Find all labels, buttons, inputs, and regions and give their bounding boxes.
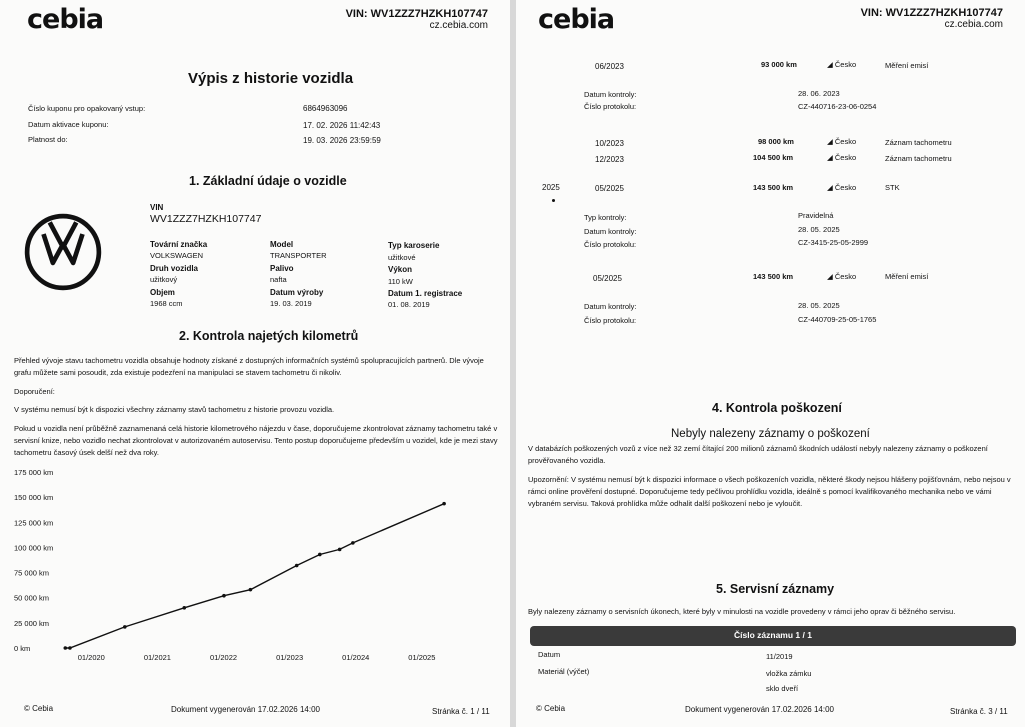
mileage-point	[123, 625, 127, 629]
volume-label: Objem	[150, 288, 175, 297]
power-value: 110 kW	[388, 277, 413, 286]
kind-label: Druh vozidla	[150, 264, 199, 273]
vin-header: VIN: WV1ZZZ7HZKH107747	[860, 7, 1003, 19]
record-country: ◢ Česko	[827, 153, 857, 162]
service-intro: Byly nalezeny záznamy o servisních úkonech, které byly v minulosti na vozidle provedeny v rámci jeho oprav či běžného servisu.	[528, 607, 956, 616]
detail-value: 28. 06. 2023	[798, 89, 840, 98]
website: cz.cebia.com	[429, 20, 488, 31]
timeline-dot	[552, 199, 555, 202]
body-type-value: užitkové	[388, 253, 416, 262]
mileage-point	[68, 646, 72, 650]
record-date-value: 11/2019	[766, 652, 793, 661]
record-type: Měření emisí	[885, 61, 929, 70]
report-page-3	[516, 0, 1025, 727]
record-date-label: Datum	[538, 650, 561, 659]
cebia-logo: cebia	[538, 4, 615, 35]
detail-value: CZ-3415-25-05-2999	[798, 238, 869, 247]
y-tick-label: 150 000 km	[14, 493, 54, 503]
mileage-point	[318, 553, 322, 557]
section-mileage-title: 2. Kontrola najetých kilometrů	[179, 329, 359, 343]
record-km: 104 500 km	[753, 153, 794, 162]
flag-icon: ◢	[827, 272, 835, 281]
registration-value: 01. 08. 2019	[388, 300, 430, 309]
production-date-value: 19. 03. 2019	[270, 299, 312, 308]
record-country: ◢ Česko	[827, 183, 857, 192]
registration-label: Datum 1. registrace	[388, 289, 463, 298]
mileage-point	[64, 646, 68, 650]
record-km: 143 500 km	[753, 272, 794, 281]
mileage-point	[295, 564, 299, 568]
fuel-value: nafta	[270, 275, 287, 284]
footer-copyright: © Cebia	[24, 704, 54, 713]
detail-label: Typ kontroly:	[584, 213, 627, 222]
x-tick-label: 01/2022	[209, 653, 238, 662]
activation-label: Datum aktivace kuponu:	[28, 120, 109, 129]
model-label: Model	[270, 240, 294, 249]
page-title: Výpis z historie vozidla	[188, 70, 354, 87]
record-country: ◢ Česko	[827, 60, 857, 69]
vin-value: WV1ZZZ7HZKH107747	[150, 213, 262, 225]
activation-value: 17. 02. 2026 11:42:43	[303, 121, 381, 130]
section-basic-info-title: 1. Základní údaje o vozidle	[189, 174, 347, 188]
flag-icon: ◢	[827, 137, 835, 146]
y-tick-label: 175 000 km	[14, 468, 54, 477]
flag-icon: ◢	[827, 183, 835, 192]
x-tick-label: 01/2024	[342, 653, 370, 662]
footer-generated: Dokument vygenerován 17.02.2026 14:00	[685, 705, 834, 714]
mileage-point	[182, 606, 186, 610]
mileage-chart	[0, 462, 510, 667]
footer-generated: Dokument vygenerován 17.02.2026 14:00	[171, 705, 320, 714]
recommendation-2: Pokud u vozidla není průběžně zaznamenaná celá historie kilometrového nájezdu v čase, doporučujeme zkontrolovat záznamy tachometru také v servisní knize, nebo vozidlo nechat zkontrolovat v autorizovaném autoservisu. Tento postup doporučujeme především u vozidel, kde je mezi stavy tachometru časový úsek delší než dva roky.	[14, 424, 498, 457]
y-tick-label: 50 000 km	[14, 593, 50, 603]
damage-warning: Upozornění: V systému nemusí být k dispozici informace o všech poškozeních vozidla, některé škody nejsou hlášeny pojišťovnám, nebo nejsou v rámci online prověření dostupné. Doporučujeme tedy pečlivou prohlídku vozidla, ideálně s pomocí kvalifikovaného mechanika nebo ve vámi vybraném servisu. Taková prohlídka může odhalit další poškození nebo je vyloučit.	[528, 475, 1011, 508]
mileage-intro: Přehled vývoje stavu tachometru vozidla obsahuje hodnoty získané z dostupných informačních systémů spolupracujících partnerů. Dle vývoje grafu můžete sami posoudit, zda existuje podezření na manipulaci se stavem tachometru či nikoliv.	[14, 356, 484, 377]
material-item: vložka zámku	[766, 669, 812, 678]
y-tick-label: 0 km	[14, 644, 31, 653]
cebia-logo: cebia	[27, 4, 104, 35]
record-country: ◢ Česko	[827, 137, 857, 146]
x-tick-label: 01/2025	[408, 653, 436, 662]
section-service-title: 5. Servisní záznamy	[716, 582, 835, 596]
body-type-label: Typ karoserie	[388, 241, 440, 250]
detail-label: Číslo protokolu:	[584, 102, 637, 111]
detail-label: Datum kontroly:	[584, 302, 637, 311]
website: cz.cebia.com	[944, 19, 1003, 30]
record-km: 93 000 km	[761, 60, 797, 69]
section-damage-title: 4. Kontrola poškození	[712, 401, 842, 415]
power-label: Výkon	[388, 265, 413, 274]
record-date: 05/2025	[593, 274, 622, 283]
record-km: 143 500 km	[753, 183, 794, 192]
y-tick-label: 25 000 km	[14, 618, 50, 628]
mileage-point	[249, 588, 253, 592]
volkswagen-logo-icon	[24, 213, 102, 291]
x-tick-label: 01/2021	[143, 653, 171, 662]
flag-icon: ◢	[827, 60, 835, 69]
volume-value: 1968 ccm	[150, 299, 183, 308]
y-tick-label: 75 000 km	[14, 568, 50, 578]
coupon-value: 6864963096	[303, 104, 348, 113]
record-date: 05/2025	[595, 184, 624, 193]
x-tick-label: 01/2023	[276, 653, 304, 662]
y-tick-label: 100 000 km	[14, 543, 54, 553]
mileage-point	[442, 502, 446, 506]
mileage-point	[222, 594, 226, 598]
mileage-point	[338, 548, 342, 552]
validity-value: 19. 03. 2026 23:59:59	[303, 136, 381, 145]
footer-copyright: © Cebia	[536, 704, 566, 713]
report-page-1	[0, 0, 510, 727]
mileage-point	[351, 541, 355, 545]
detail-label: Číslo protokolu:	[584, 240, 637, 249]
production-date-label: Datum výroby	[270, 288, 324, 297]
recommendation-label: Doporučení:	[14, 387, 55, 396]
record-year: 2025	[542, 183, 560, 192]
mileage-series-line	[65, 504, 444, 648]
record-date: 06/2023	[595, 62, 624, 71]
detail-value: 28. 05. 2025	[798, 301, 840, 310]
service-record-header	[530, 626, 1016, 646]
model-value: TRANSPORTER	[270, 251, 327, 260]
detail-label: Číslo protokolu:	[584, 316, 637, 325]
record-country: ◢ Česko	[827, 272, 857, 281]
x-tick-label: 01/2020	[77, 653, 105, 662]
y-tick-label: 125 000 km	[14, 518, 54, 528]
material-item: sklo dveří	[766, 684, 799, 693]
flag-icon: ◢	[827, 153, 835, 162]
detail-label: Datum kontroly:	[584, 227, 637, 236]
coupon-label: Číslo kuponu pro opakovaný vstup:	[28, 104, 146, 113]
vin-label: VIN	[150, 203, 164, 212]
damage-heading: Nebyly nalezeny záznamy o poškození	[671, 428, 870, 440]
material-label: Materiál (výčet)	[538, 667, 590, 676]
damage-text: V databázích poškozených vozů z více než 32 zemí čítající 200 milionů záznamů škodních událostí nebyly nalezeny záznamy o poškození prověřovaného vozidla.	[528, 444, 988, 465]
vin-header: VIN: WV1ZZZ7HZKH107747	[345, 8, 488, 20]
record-km: 98 000 km	[758, 137, 794, 146]
brand-value: VOLKSWAGEN	[150, 251, 204, 260]
recommendation-1: V systému nemusí být k dispozici všechny záznamy stavů tachometru z historie provozu vozidla.	[14, 405, 335, 414]
detail-value: Pravidelná	[798, 211, 834, 220]
fuel-label: Palivo	[270, 264, 294, 273]
record-date: 12/2023	[595, 155, 624, 164]
record-type: Záznam tachometru	[885, 138, 952, 147]
brand-label: Tovární značka	[150, 240, 208, 249]
record-type: STK	[885, 183, 900, 192]
footer-page-number: Stránka č. 1 / 11	[432, 707, 490, 716]
footer-page-number: Stránka č. 3 / 11	[950, 707, 1008, 716]
detail-value: 28. 05. 2025	[798, 225, 840, 234]
service-record-number: Číslo záznamu 1 / 1	[734, 630, 812, 640]
detail-value: CZ-440709-25-05-1765	[798, 315, 877, 324]
record-date: 10/2023	[595, 139, 624, 148]
record-type: Měření emisí	[885, 272, 929, 281]
validity-label: Platnost do:	[28, 135, 68, 144]
detail-label: Datum kontroly:	[584, 90, 637, 99]
detail-value: CZ-440716-23-06-0254	[798, 102, 877, 111]
record-type: Záznam tachometru	[885, 154, 952, 163]
kind-value: užitkový	[150, 275, 178, 284]
